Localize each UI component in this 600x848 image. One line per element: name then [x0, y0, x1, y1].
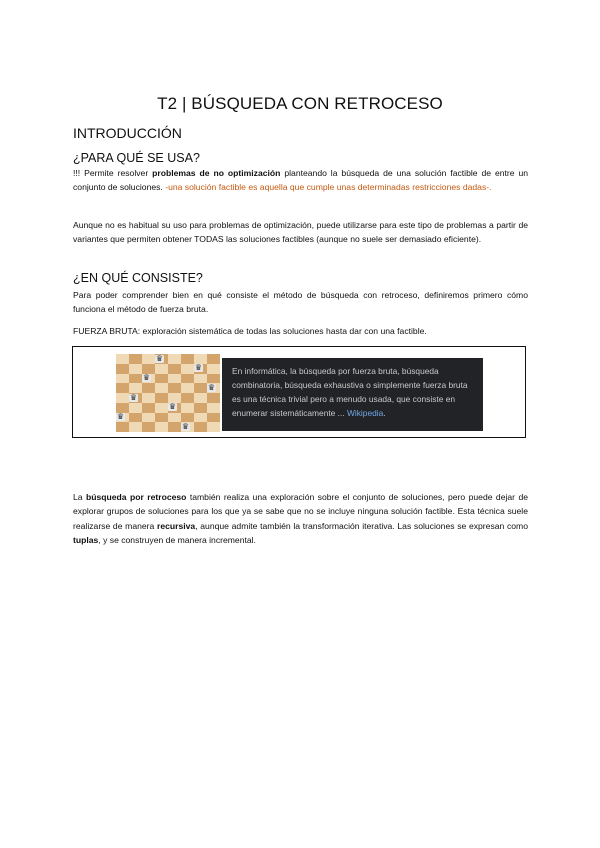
chess-square — [181, 413, 194, 423]
queen-icon: ♛ — [155, 354, 164, 363]
chess-square — [129, 383, 142, 393]
p1-orange-note: -una solución factible es aquella que cumple unas determinadas restricciones dadas-. — [165, 182, 492, 193]
chess-square — [207, 354, 220, 364]
chess-square — [181, 374, 194, 384]
chess-square — [155, 374, 168, 384]
chess-square — [116, 422, 129, 432]
p1-mid: planteando la búsqueda de una solución factible de entre un conjunto de soluciones. — [73, 168, 529, 193]
retro-bold-3: tuplas — [73, 535, 99, 546]
paragraph-para-que-1 — [73, 166, 528, 195]
chess-square — [168, 413, 181, 423]
chess-square — [207, 374, 220, 384]
figure-box — [72, 346, 526, 438]
chess-square — [181, 403, 194, 413]
chess-square — [129, 403, 142, 413]
wikipedia-quote-box — [222, 358, 483, 431]
subheading-en-que: ¿EN QUÉ CONSISTE? — [73, 271, 203, 285]
page-title: T2 | BÚSQUEDA CON RETROCESO — [157, 94, 443, 113]
retro-text-3: , y se construyen de manera incremental. — [98, 535, 256, 546]
paragraph-en-que-1: Para poder comprender bien en qué consiste el método de búsqueda con retroceso, definiremos primero cómo funciona el método de fuerza bruta. — [73, 290, 528, 315]
chess-square — [194, 374, 207, 384]
chess-square — [207, 364, 220, 374]
p1-prefix: !!! Permite resolver — [73, 168, 153, 178]
chess-square — [142, 403, 155, 413]
chess-square — [155, 364, 168, 374]
queen-icon: ♛ — [194, 363, 203, 372]
queen-icon: ♛ — [168, 402, 177, 411]
chess-square — [129, 374, 142, 384]
chess-square — [129, 422, 142, 432]
paragraph-fuerza-bruta: FUERZA BRUTA: exploración sistemática de todas las soluciones hasta dar con una factible. — [73, 326, 427, 336]
chess-square — [116, 354, 129, 364]
chess-square — [155, 422, 168, 432]
chess-square — [168, 364, 181, 374]
queen-icon: ♛ — [142, 373, 151, 382]
chess-square — [129, 364, 142, 374]
chess-square — [116, 374, 129, 384]
retro-bold-1: búsqueda por retroceso — [85, 492, 187, 502]
queen-icon: ♛ — [129, 393, 138, 402]
retro-prefix: La — [73, 492, 86, 502]
chess-square — [181, 364, 194, 374]
chess-square — [207, 403, 220, 413]
chess-square — [168, 354, 181, 364]
queen-icon: ♛ — [207, 383, 216, 392]
chess-square — [181, 354, 194, 364]
chess-square — [129, 354, 142, 364]
chess-square — [142, 383, 155, 393]
chess-square — [155, 383, 168, 393]
wikipedia-link[interactable]: Wikipedia — [346, 408, 384, 418]
retro-text-2: , aunque admite también la transformación iterativa. Las soluciones se expresan como — [195, 520, 528, 531]
p1-bold: problemas de no optimización — [152, 168, 281, 178]
chess-square — [181, 383, 194, 393]
chess-square — [168, 422, 181, 432]
chess-square — [116, 393, 129, 403]
chess-square — [116, 364, 129, 374]
chess-square — [129, 413, 142, 423]
paragraph-para-que-2: Aunque no es habitual su uso para problemas de optimización, puede utilizarse para este tipo de problemas a partir de variantes que permiten obtener TODAS las soluciones factibles (aunque no suele ser demasiado eficiente). — [73, 220, 528, 245]
paragraph-retroceso — [73, 490, 528, 548]
chess-square — [181, 393, 194, 403]
queen-icon: ♛ — [181, 422, 190, 431]
chess-square — [142, 354, 155, 364]
subheading-para-que: ¿PARA QUÉ SE USA? — [73, 151, 200, 165]
chess-square — [194, 422, 207, 432]
retro-text-1: también realiza una exploración sobre el conjunto de soluciones, pero puede dejar de explorar grupos de soluciones para los que ya se sabe que no se incluye ninguna solución factible. Esta técnica suele realizarse de manera — [73, 492, 529, 531]
chess-square — [142, 393, 155, 403]
queen-icon: ♛ — [116, 412, 125, 421]
section-heading-introduccion: INTRODUCCIÓN — [73, 125, 182, 141]
chess-square — [194, 383, 207, 393]
chess-square — [168, 383, 181, 393]
chess-square — [142, 422, 155, 432]
chess-square — [142, 413, 155, 423]
chess-square — [194, 413, 207, 423]
chess-square — [155, 403, 168, 413]
chess-square — [194, 403, 207, 413]
chess-square — [155, 393, 168, 403]
chess-square — [207, 413, 220, 423]
chess-square — [194, 393, 207, 403]
chess-square — [116, 383, 129, 393]
chess-square — [168, 374, 181, 384]
chess-square — [155, 413, 168, 423]
retro-bold-2: recursiva — [156, 520, 196, 531]
wiki-text: En informática, la búsqueda por fuerza bruta, búsqueda combinatoria, búsqueda exhaustiva o simplemente fuerza bruta es una técnica trivial pero a menudo usada, que consiste en enumerar sistemáticamente ... — [232, 366, 468, 418]
chess-square — [207, 393, 220, 403]
wiki-end: . — [383, 408, 386, 418]
chess-square — [207, 422, 220, 432]
